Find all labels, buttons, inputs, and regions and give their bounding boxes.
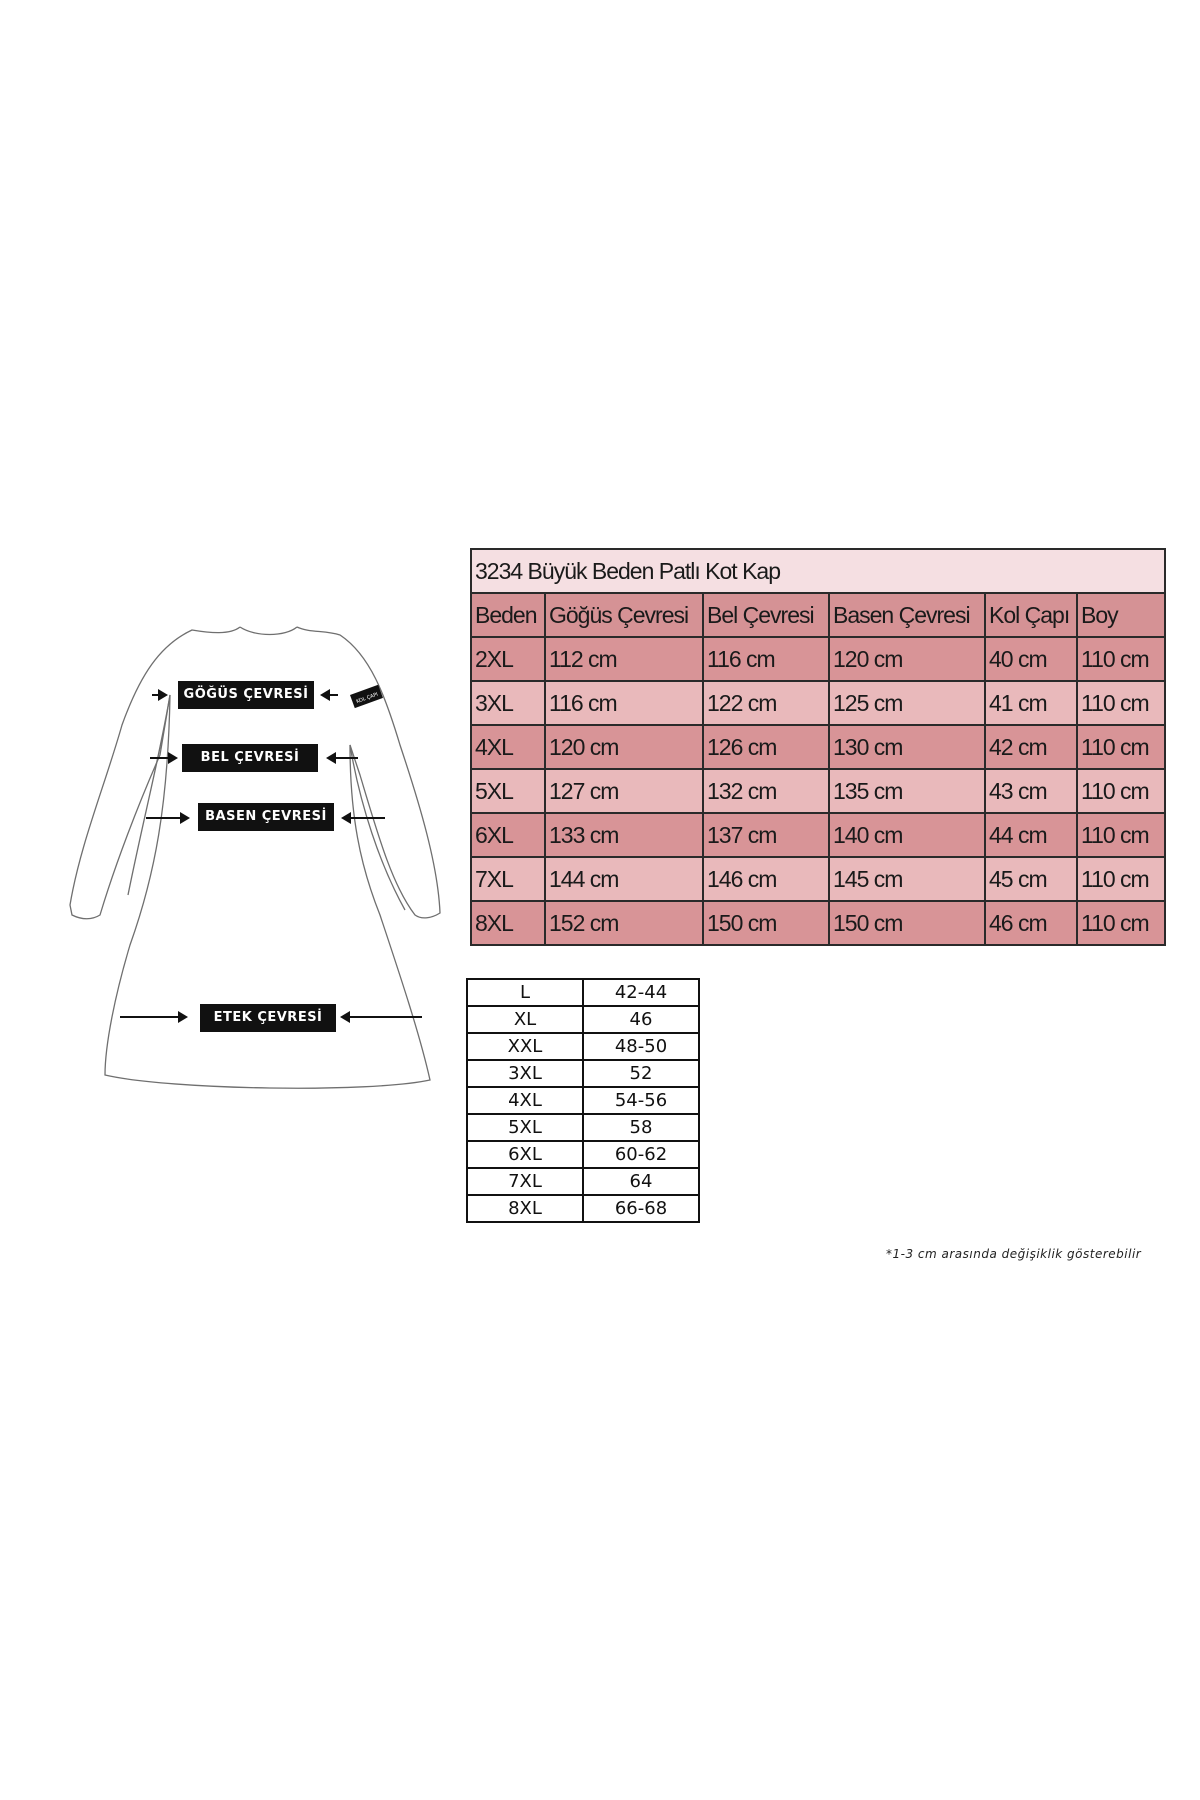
table-cell: 150 cm [829,901,985,945]
table-cell: 42-44 [583,979,699,1006]
svg-text:KOL ÇAPI: KOL ÇAPI [355,691,379,706]
gogus-arrow-left [152,694,166,696]
table-cell: 8XL [467,1195,583,1222]
table-row [471,637,1165,681]
table-cell: 110 cm [1077,813,1165,857]
table-cell: 4XL [467,1087,583,1114]
table-cell: 45 cm [985,857,1077,901]
table-row [471,681,1165,725]
header-cell: Bel Çevresi [703,593,829,637]
table-row [471,813,1165,857]
table-cell: 6XL [467,1141,583,1168]
etek-arrow-left [120,1016,186,1018]
table-cell: 3XL [467,1060,583,1087]
header-cell: Boy [1077,593,1165,637]
table-row [467,1141,699,1168]
conversion-table [466,978,700,1223]
table-row [467,1168,699,1195]
table-cell: 8XL [471,901,545,945]
table-cell: 66-68 [583,1195,699,1222]
table-cell: 135 cm [829,769,985,813]
table-row [467,1087,699,1114]
table-cell: 116 cm [545,681,703,725]
table-cell: XXL [467,1033,583,1060]
table-cell: 5XL [471,769,545,813]
basen-label: BASEN ÇEVRESİ [198,803,334,831]
size-table [470,548,1164,946]
table-cell: 7XL [467,1168,583,1195]
table-cell: XL [467,1006,583,1033]
size-table-title: 3234 Büyük Beden Patlı Kot Kap [471,549,1165,593]
table-cell: 130 cm [829,725,985,769]
table-row [471,857,1165,901]
size-table-header [471,593,1165,637]
bel-arrow-right [328,757,358,759]
table-cell: 5XL [467,1114,583,1141]
table-cell: 2XL [471,637,545,681]
table-cell: 40 cm [985,637,1077,681]
table-cell: 122 cm [703,681,829,725]
table-cell: 125 cm [829,681,985,725]
table-cell: 7XL [471,857,545,901]
header-cell: Kol Çapı [985,593,1077,637]
table-cell: 60-62 [583,1141,699,1168]
table-cell: 6XL [471,813,545,857]
table-cell: 145 cm [829,857,985,901]
table-cell: 144 cm [545,857,703,901]
table-cell: 3XL [471,681,545,725]
table-cell: 137 cm [703,813,829,857]
table-cell: 110 cm [1077,901,1165,945]
table-cell: 127 cm [545,769,703,813]
table-cell: 110 cm [1077,681,1165,725]
table-row [467,1006,699,1033]
table-cell: 110 cm [1077,725,1165,769]
table-row [467,1195,699,1222]
table-cell: 132 cm [703,769,829,813]
table-cell: 44 cm [985,813,1077,857]
gogus-arrow-right [322,694,338,696]
table-cell: 110 cm [1077,769,1165,813]
table-cell: 46 [583,1006,699,1033]
table-cell: L [467,979,583,1006]
table-cell: 64 [583,1168,699,1195]
table-cell: 110 cm [1077,637,1165,681]
etek-label: ETEK ÇEVRESİ [200,1004,336,1032]
table-row [471,769,1165,813]
table-row [467,979,699,1006]
table-cell: 52 [583,1060,699,1087]
table-cell: 110 cm [1077,857,1165,901]
table-row [467,1114,699,1141]
table-cell: 54-56 [583,1087,699,1114]
table-cell: 116 cm [703,637,829,681]
table-cell: 48-50 [583,1033,699,1060]
disclaimer-note: *1-3 cm arasında değişiklik gösterebilir [886,1247,1142,1261]
table-row [471,725,1165,769]
etek-arrow-right [342,1016,422,1018]
table-cell: 41 cm [985,681,1077,725]
table-row [471,901,1165,945]
table-cell: 150 cm [703,901,829,945]
table-cell: 126 cm [703,725,829,769]
table-row [467,1060,699,1087]
table-cell: 4XL [471,725,545,769]
bel-label: BEL ÇEVRESİ [182,744,318,772]
bel-arrow-left [150,757,176,759]
header-cell: Basen Çevresi [829,593,985,637]
header-cell: Beden [471,593,545,637]
table-cell: 58 [583,1114,699,1141]
basen-arrow-right [343,817,385,819]
table-cell: 112 cm [545,637,703,681]
table-cell: 140 cm [829,813,985,857]
table-cell: 152 cm [545,901,703,945]
gogus-label: GÖĞÜS ÇEVRESİ [178,681,314,709]
basen-arrow-left [146,817,188,819]
table-cell: 46 cm [985,901,1077,945]
garment-diagram [60,615,460,1115]
table-cell: 120 cm [829,637,985,681]
table-cell: 146 cm [703,857,829,901]
table-cell: 42 cm [985,725,1077,769]
table-cell: 43 cm [985,769,1077,813]
header-cell: Göğüs Çevresi [545,593,703,637]
table-row [467,1033,699,1060]
table-cell: 133 cm [545,813,703,857]
table-cell: 120 cm [545,725,703,769]
